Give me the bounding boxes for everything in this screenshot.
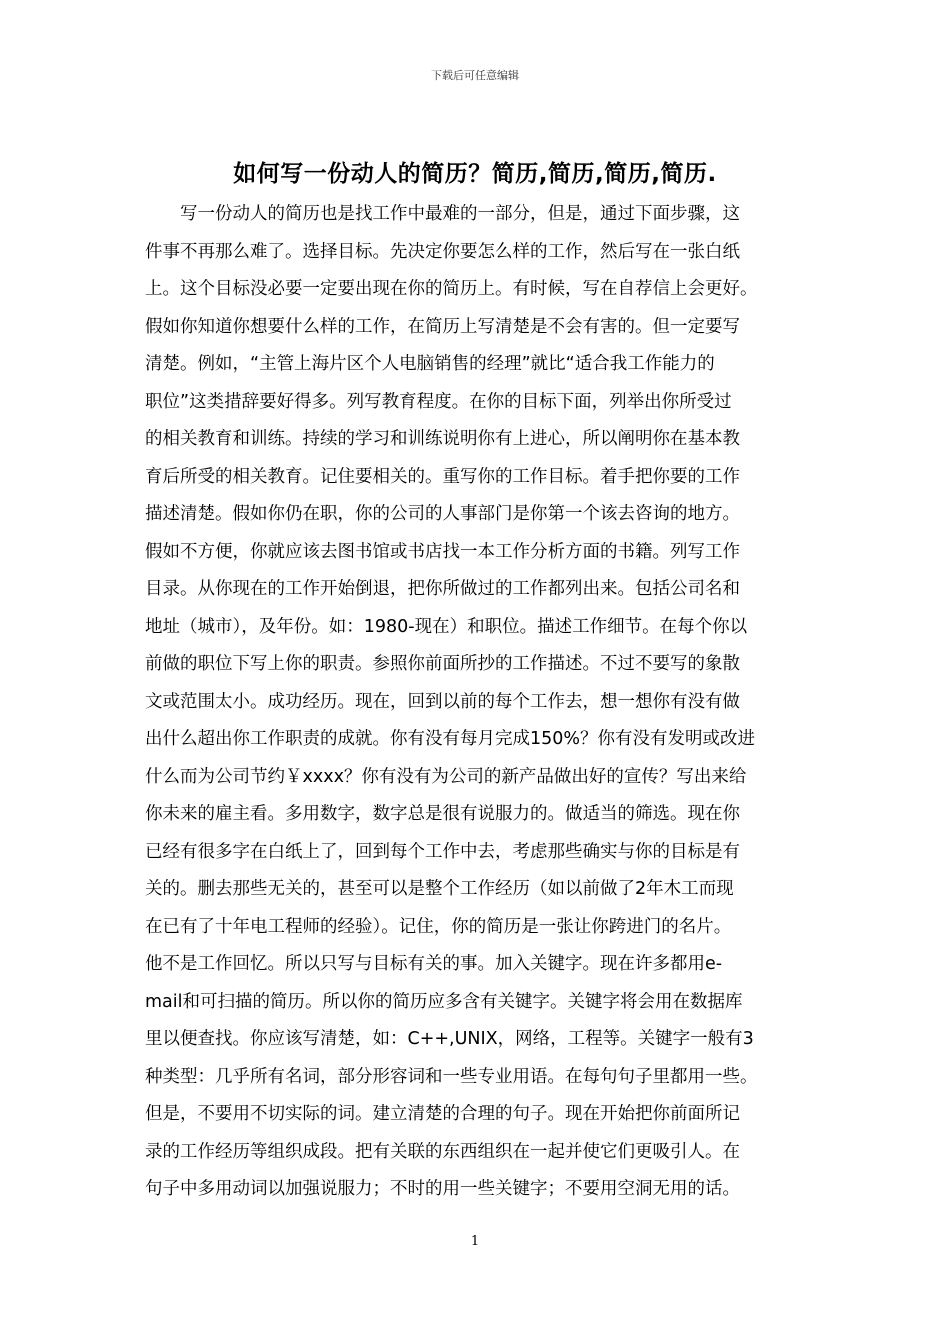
- body-line: 前做的职位下写上你的职责。参照你前面所抄的工作描述。不过不要写的象散: [145, 654, 740, 674]
- body-line: 的相关教育和训练。持续的学习和训练说明你有上进心，所以阐明你在基本教: [145, 429, 740, 449]
- body-line: 假如不方便，你就应该去图书馆或书店找一本工作分析方面的书籍。列写工作: [145, 541, 740, 562]
- body-line: 职位”这类措辞要好得多。列写教育程度。在你的目标下面，列举出你所受过: [145, 391, 732, 412]
- body-line: 但是，不要用不切实际的词。建立清楚的合理的句子。现在开始把你前面所记: [145, 1104, 740, 1124]
- body-line: 里以便查找。你应该写清楚，如：C++,UNIX，网络，工程等。关键字一般有3: [145, 1029, 754, 1049]
- body-line: 关的。删去那些无关的，甚至可以是整个工作经历（如以前做了2年木工而现: [145, 879, 734, 899]
- body-line: 写一份动人的简历也是找工作中最难的一部分，但是，通过下面步骤，这: [180, 204, 740, 224]
- document-title: 如何写一份动人的简历？简历,简历,简历,简历.: [233, 161, 717, 187]
- body-line: 件事不再那么难了。选择目标。先决定你要怎么样的工作，然后写在一张白纸: [145, 241, 740, 262]
- body-line: 句子中多用动词以加强说服力；不时的用一些关键字；不要用空洞无用的话。: [145, 1179, 740, 1199]
- body-line: 文或范围太小。成功经历。现在，回到以前的每个工作去，想一想你有没有做: [145, 691, 740, 712]
- body-line: 你未来的雇主看。多用数字，数字总是很有说服力的。做适当的筛选。现在你: [145, 804, 740, 824]
- body-paragraph: [145, 196, 810, 1209]
- body-line: 假如你知道你想要什么样的工作，在简历上写清楚是不会有害的。但一定要写: [145, 316, 740, 337]
- body-line: mail和可扫描的简历。所以你的简历应多含有关键字。关键字将会用在数据库: [145, 991, 743, 1012]
- body-line: 录的工作经历等组织成段。把有关联的东西组织在一起并使它们更吸引人。在: [145, 1141, 740, 1162]
- body-line: 地址（城市），及年份。如：1980-现在）和职位。描述工作细节。在每个你以: [145, 616, 748, 637]
- body-line: 他不是工作回忆。所以只写与目标有关的事。加入关键字。现在许多都用e-: [145, 954, 723, 974]
- body-line: 清楚。例如，“主管上海片区个人电脑销售的经理”就比“适合我工作能力的: [145, 354, 715, 374]
- body-line: 什么而为公司节约￥xxxx？你有没有为公司的新产品做出好的宣传？写出来给: [145, 766, 747, 787]
- body-line: 目录。从你现在的工作开始倒退，把你所做过的工作都列出来。包括公司名和: [145, 579, 740, 599]
- page-header: 下载后可任意编辑: [431, 69, 519, 82]
- body-line: 描述清楚。假如你仍在职，你的公司的人事部门是你第一个该去咨询的地方。: [145, 504, 740, 524]
- body-line: 在已有了十年电工程师的经验）。记住，你的简历是一张让你跨进门的名片。: [145, 916, 732, 937]
- body-line: 育后所受的相关教育。记住要相关的。重写你的工作目标。着手把你要的工作: [145, 466, 740, 487]
- body-line: 上。这个目标没必要一定要出现在你的简历上。有时候，写在自荐信上会更好。: [145, 279, 758, 299]
- body-line: 种类型：几乎所有名词，部分形容词和一些专业用语。在每句句子里都用一些。: [145, 1066, 758, 1087]
- page-number: 1: [470, 1234, 480, 1249]
- body-line: 出什么超出你工作职责的成就。你有没有每月完成150%？你有没有发明或改进: [145, 729, 756, 749]
- body-line: 已经有很多字在白纸上了，回到每个工作中去，考虑那些确实与你的目标是有: [145, 841, 740, 862]
